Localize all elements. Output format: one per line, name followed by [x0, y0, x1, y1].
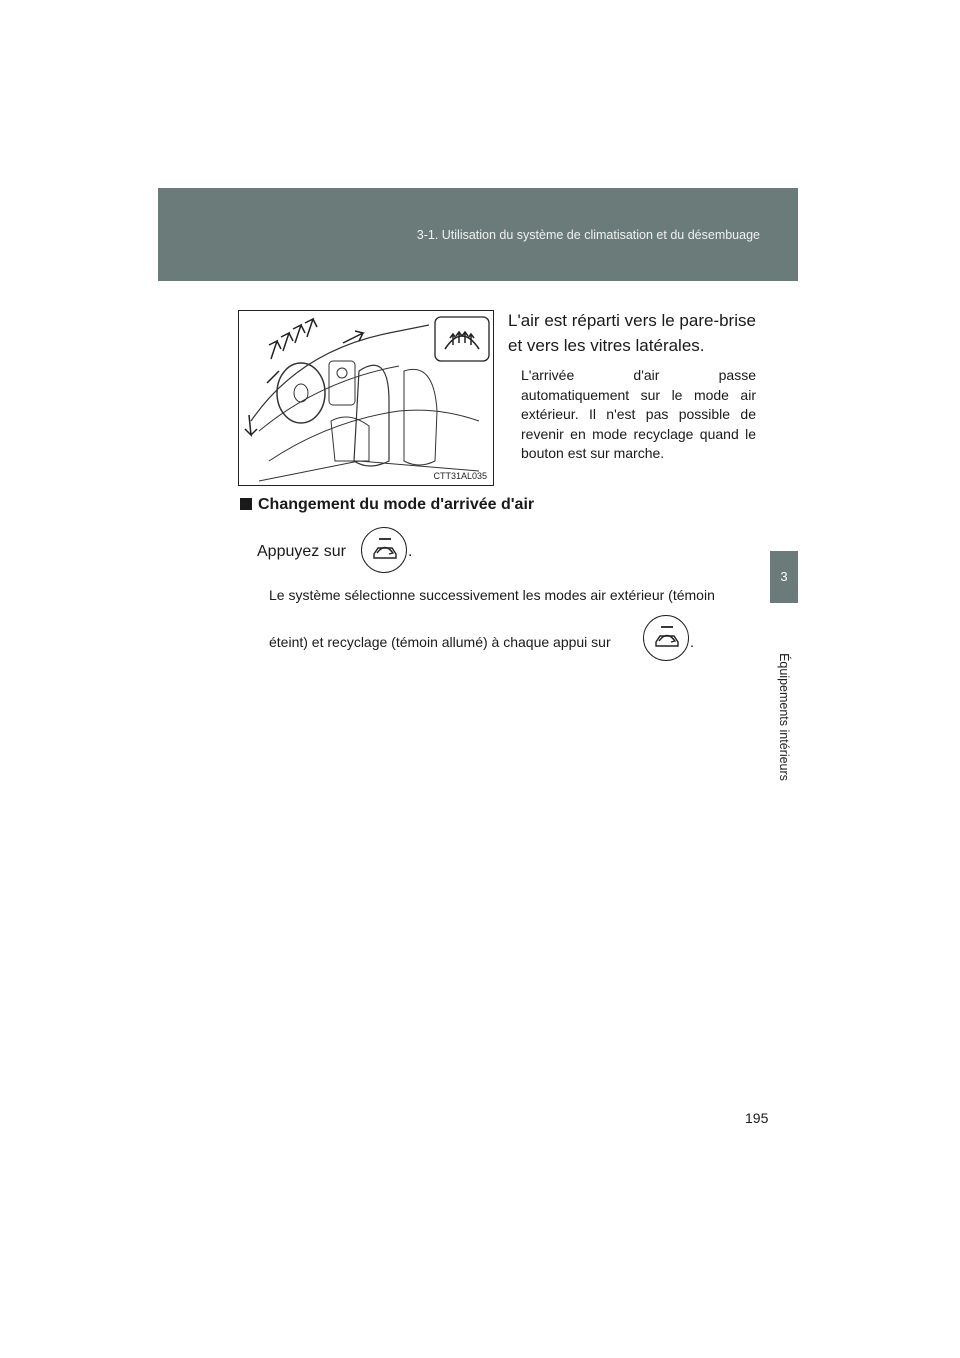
chapter-label: Équipements intérieurs — [777, 653, 791, 781]
body-line-2: éteint) et recyclage (témoin allumé) à chaque appui sur — [269, 634, 611, 650]
car-interior-illustration — [239, 311, 494, 486]
defroster-icon — [435, 317, 489, 361]
side-tab — [770, 281, 798, 831]
air-recirculation-button-icon — [361, 527, 407, 573]
lead-text: L'air est réparti vers le pare-brise et vers les vitres latérales. — [508, 311, 756, 355]
recirculation-icon — [362, 528, 408, 574]
figure-code: CTT31AL035 — [433, 471, 487, 481]
airflow-illustration — [238, 310, 494, 486]
instruction: Appuyez sur — [257, 543, 346, 560]
chapter-title: 3-1. Utilisation du système de climatisation et du désembuage — [416, 228, 760, 242]
air-recirculation-button-icon-2 — [643, 615, 689, 661]
chapter-number: 3 — [770, 551, 798, 603]
section-heading: Changement du mode d'arrivée d'air — [240, 496, 534, 514]
body-line-1: Le système sélectionne successivement les modes air extérieur (témoin — [269, 587, 715, 603]
recirculation-icon — [644, 616, 690, 662]
page-number: 195 — [745, 1110, 769, 1126]
note-text: L'arrivée d'air passe automatiquement sur le mode air extérieur. Il n'est pas possible de revenir en mode recyclage quand le bouton est sur marche. — [521, 367, 756, 461]
square-bullet-icon — [240, 498, 252, 510]
header-band — [158, 188, 798, 281]
